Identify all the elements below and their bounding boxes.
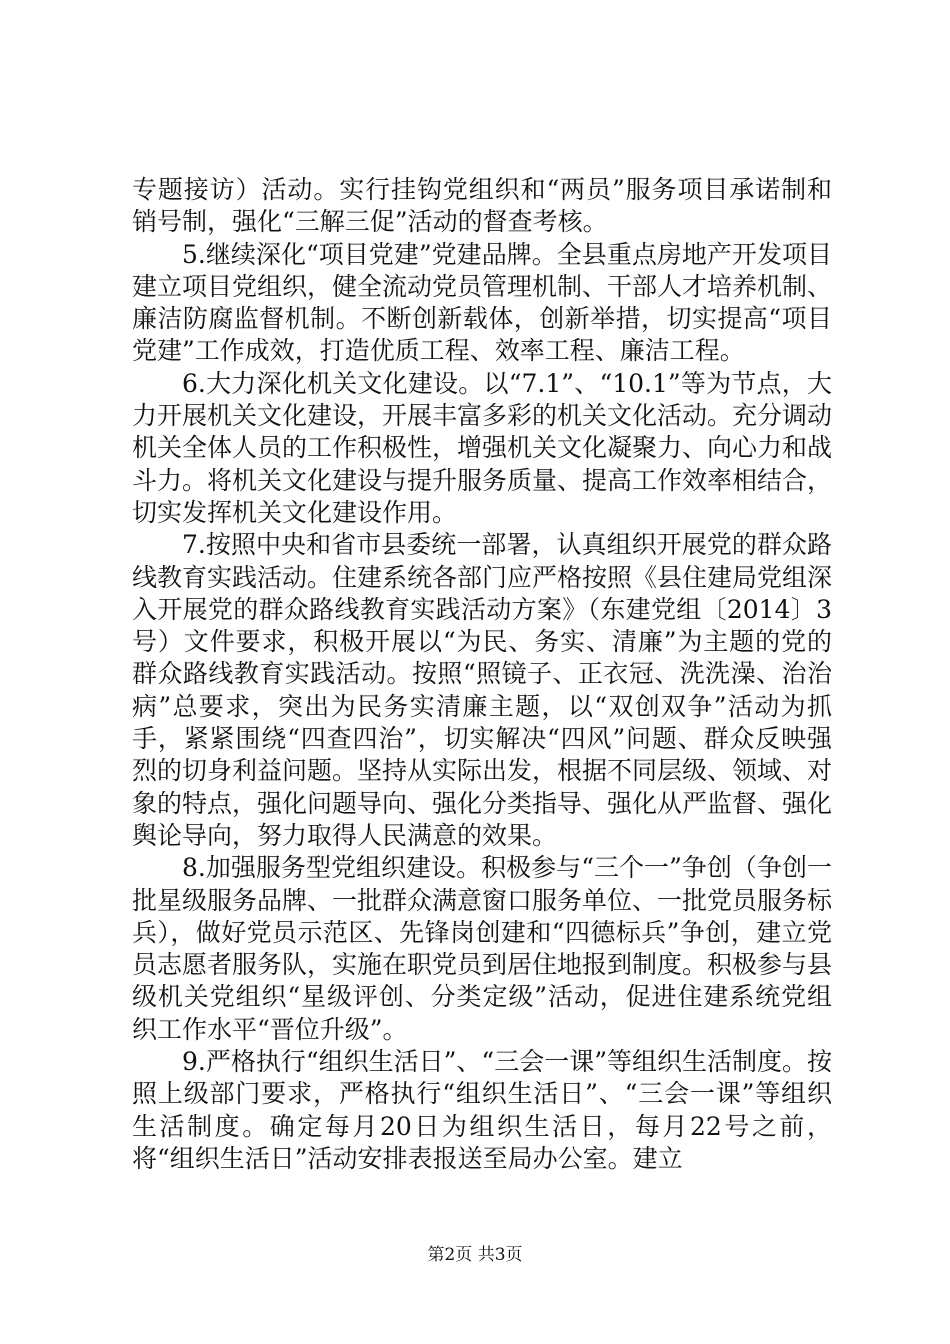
paragraph-item-6: 6.大力深化机关文化建设。以“7.1”、“10.1”等为节点，大力开展机关文化建设，开展丰富多彩的机关文化活动。充分调动机关全体人员的工作积极性，增强机关文化凝聚力、向心力和战斗力。将机关文化建设与提升服务质量、提高工作效率相结合，切实发挥机关文化建设作用。 [132, 368, 833, 527]
paragraph-item-9: 9.严格执行“组织生活日”、“三会一课”等组织生活制度。按照上级部门要求，严格执行“组织生活日”、“三会一课”等组织生活制度。确定每月20日为组织生活日，每月22号之前，将“组织生活日”活动安排表报送至局办公室。建立 [132, 1047, 832, 1173]
paragraph-item-7: 7.按照中央和省市县委统一部署，认真组织开展党的群众路线教育实践活动。住建系统各部门应严格按照《县住建局党组深入开展党的群众路线教育实践活动方案》（东建党组〔2014〕3号）文件要求，积极开展以“为民、务实、清廉”为主题的党的群众路线教育实践活动。按照“照镜子、正衣冠、洗洗澡、治治病”总要求，突出为民务实清廉主题，以“双创双争”活动为抓手，紧紧围绕“四查四治”，切实解决“四风”问题、群众反映强烈的切身利益问题。坚持从实际出发，根据不同层级、领域、对象的特点，强化问题导向、强化分类指导、强化从严监督、强化舆论导向，努力取得人民满意的效果。 [132, 530, 833, 850]
document-body [132, 174, 832, 1175]
paragraph-item-5: 5.继续深化“项目党建”党建品牌。全县重点房地产开发项目建立项目党组织，健全流动党员管理机制、干部人才培养机制、廉洁防腐监督机制。不断创新载体，创新举措，切实提高“项目党建”工作成效，打造优质工程、效率工程、廉洁工程。 [132, 239, 833, 366]
page-footer [0, 1240, 950, 1265]
page-number-label: 第2页 共3页 [427, 1245, 523, 1265]
paragraph-0: 专题接访）活动。实行挂钩党组织和“两员”服务项目承诺制和销号制，强化“三解三促”活动的督查考核。 [132, 175, 832, 237]
paragraph-item-8: 8.加强服务型党组织建设。积极参与“三个一”争创（争创一批星级服务品牌、一批群众满意窗口服务单位、一批党员服务标兵），做好党员示范区、先锋岗创建和“四德标兵”争创，建立党员志愿者服务队，实施在职党员到居住地报到制度。积极参与县级机关党组织“星级评创、分类定级”活动，促进住建系统党组织工作水平“晋位升级”。 [132, 853, 833, 1044]
